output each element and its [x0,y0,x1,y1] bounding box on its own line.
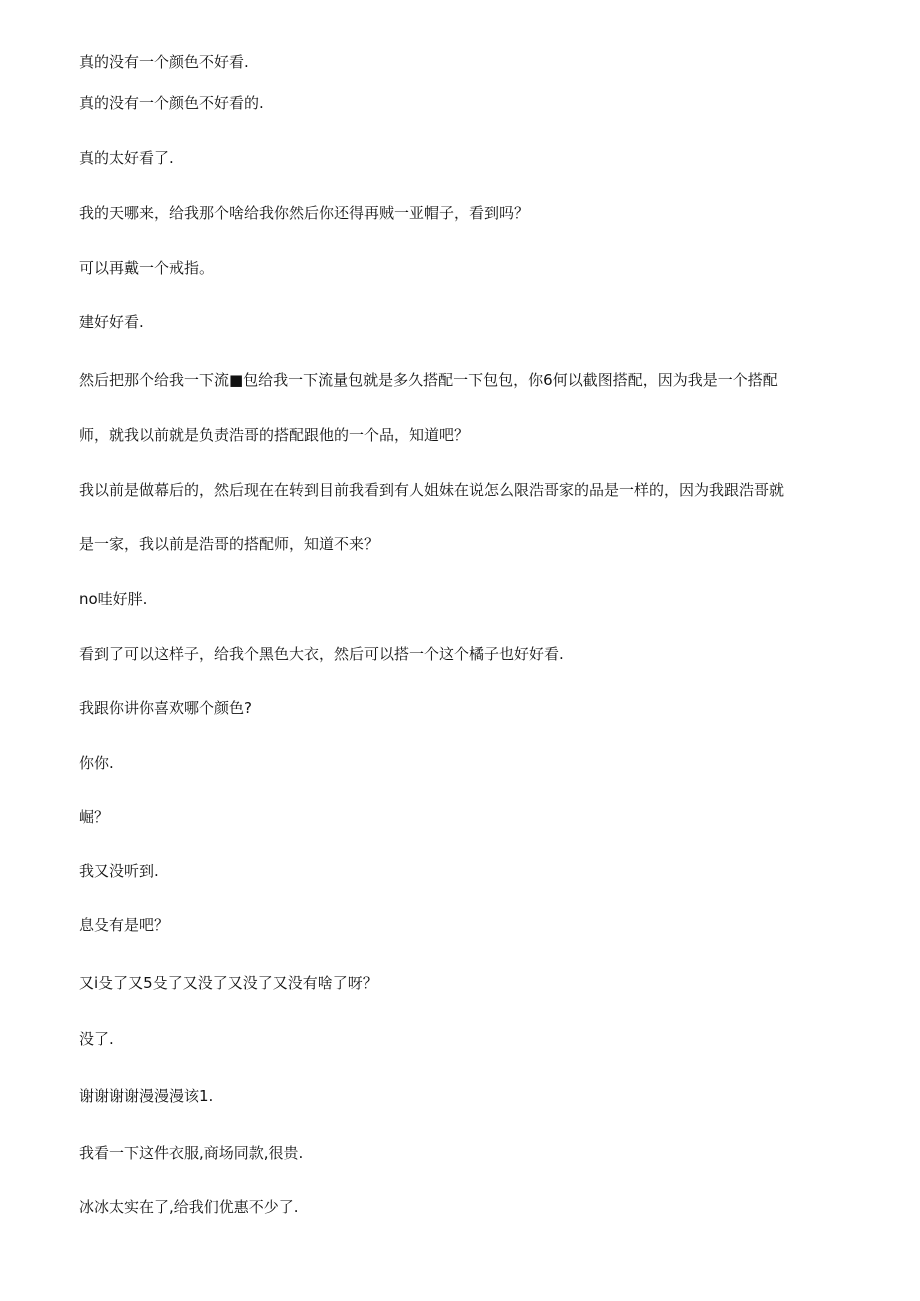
text-line: no哇好胖. [79,590,148,608]
text-line: 建好好看. [79,313,144,331]
text-line: 你你. [79,754,114,772]
text-line: 崛？ [79,808,110,826]
text-line: 我跟你讲你喜欢哪个颜色? [79,699,252,717]
text-line: 我看一下这件衣服,商场同款,很贵. [79,1144,304,1162]
text-line: 谢谢谢谢漫漫漫该1. [79,1087,214,1105]
text-line: 真的太好看了. [79,149,174,167]
text-line: 可以再戴一个戒指。 [79,259,215,277]
text-line: 是一家，我以前是浩哥的搭配师，知道不来？ [79,535,380,553]
text-line: 看到了可以这样子，给我个黑色大衣，然后可以搭一个这个橘子也好好看. [79,645,564,663]
text-line: 我又没听到. [79,862,159,880]
text-line: 师，就我以前就是负责浩哥的搭配跟他的一个品，知道吧？ [79,426,470,444]
text-line: 我以前是做幕后的，然后现在在转到目前我看到有人姐妹在说怎么限浩哥家的品是一样的，因为我跟浩哥就 [79,481,785,499]
text-line: 冰冰太实在了,给我们优惠不少了. [79,1198,299,1216]
text-line: 真的没有一个颜色不好看的. [79,94,264,112]
text-line: 息殳有是吧？ [79,916,170,934]
text-line: 没了. [79,1030,114,1048]
text-line: 又i殳了又5殳了又没了又没了又没有啥了呀？ [79,974,378,992]
text-line: 然后把那个给我一下流■包给我一下流量包就是多久搭配一下包包，你6何以截图搭配，因为我是一个搭配 [79,371,778,389]
text-line: 我的天哪来，给我那个啥给我你然后你还得再贼一亚帽子，看到吗？ [79,204,530,222]
text-line: 真的没有一个颜色不好看. [79,53,249,71]
